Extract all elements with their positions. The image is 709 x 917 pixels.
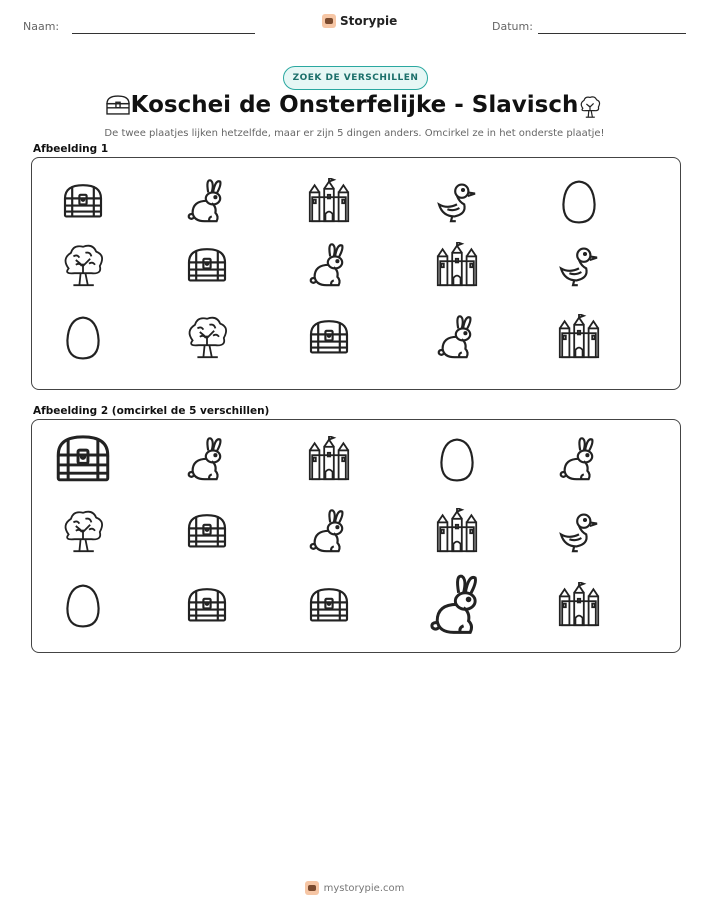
chest-icon[interactable] (305, 582, 353, 630)
duck-icon (555, 242, 603, 290)
storypie-logo-icon (322, 14, 336, 28)
rabbit-icon (433, 314, 481, 362)
activity-badge: ZOEK DE VERSCHILLEN (283, 66, 428, 90)
name-line[interactable] (72, 33, 255, 34)
rabbit-icon[interactable] (555, 436, 603, 484)
chest-icon[interactable] (50, 427, 116, 493)
chest-icon (183, 242, 231, 290)
tree-icon (59, 242, 107, 290)
castle-icon[interactable] (305, 436, 353, 484)
date-line[interactable] (538, 33, 686, 34)
duck-icon (433, 178, 481, 226)
picture-1-panel (31, 157, 681, 390)
chest-icon[interactable] (183, 508, 231, 556)
picture-1-label: Afbeelding 1 (33, 143, 109, 155)
rabbit-icon (183, 178, 231, 226)
egg-icon (555, 178, 603, 226)
rabbit-icon[interactable] (305, 508, 353, 556)
chest-icon[interactable] (183, 582, 231, 630)
tree-icon (183, 314, 231, 362)
brand-name: Storypie (340, 14, 398, 28)
date-label: Datum: (492, 20, 533, 33)
tree-icon (578, 94, 602, 120)
castle-icon (305, 178, 353, 226)
footer (0, 881, 709, 895)
picture-2-label: Afbeelding 2 (omcirkel de 5 verschillen) (33, 405, 270, 417)
egg-icon[interactable] (59, 582, 107, 630)
chest-icon (305, 314, 353, 362)
rabbit-icon[interactable] (424, 573, 490, 639)
duck-icon[interactable] (555, 508, 603, 556)
egg-icon[interactable] (433, 436, 481, 484)
brand (322, 14, 397, 28)
page-title: Koschei de Onsterfelijke - Slavisch (130, 92, 579, 118)
tree-icon[interactable] (59, 508, 107, 556)
egg-icon (59, 314, 107, 362)
castle-icon (433, 242, 481, 290)
name-label: Naam: (23, 20, 60, 33)
chest-icon (59, 178, 107, 226)
castle-icon[interactable] (555, 582, 603, 630)
rabbit-icon[interactable] (183, 436, 231, 484)
footer-url: mystorypie.com (323, 882, 405, 894)
rabbit-icon (305, 242, 353, 290)
instructions: De twee plaatjes lijken hetzelfde, maar er zijn 5 dingen anders. Omcirkel ze in het onderste plaatje! (104, 128, 605, 139)
castle-icon (555, 314, 603, 362)
picture-2-panel[interactable] (31, 419, 681, 653)
storypie-logo-icon (305, 881, 319, 895)
castle-icon[interactable] (433, 508, 481, 556)
